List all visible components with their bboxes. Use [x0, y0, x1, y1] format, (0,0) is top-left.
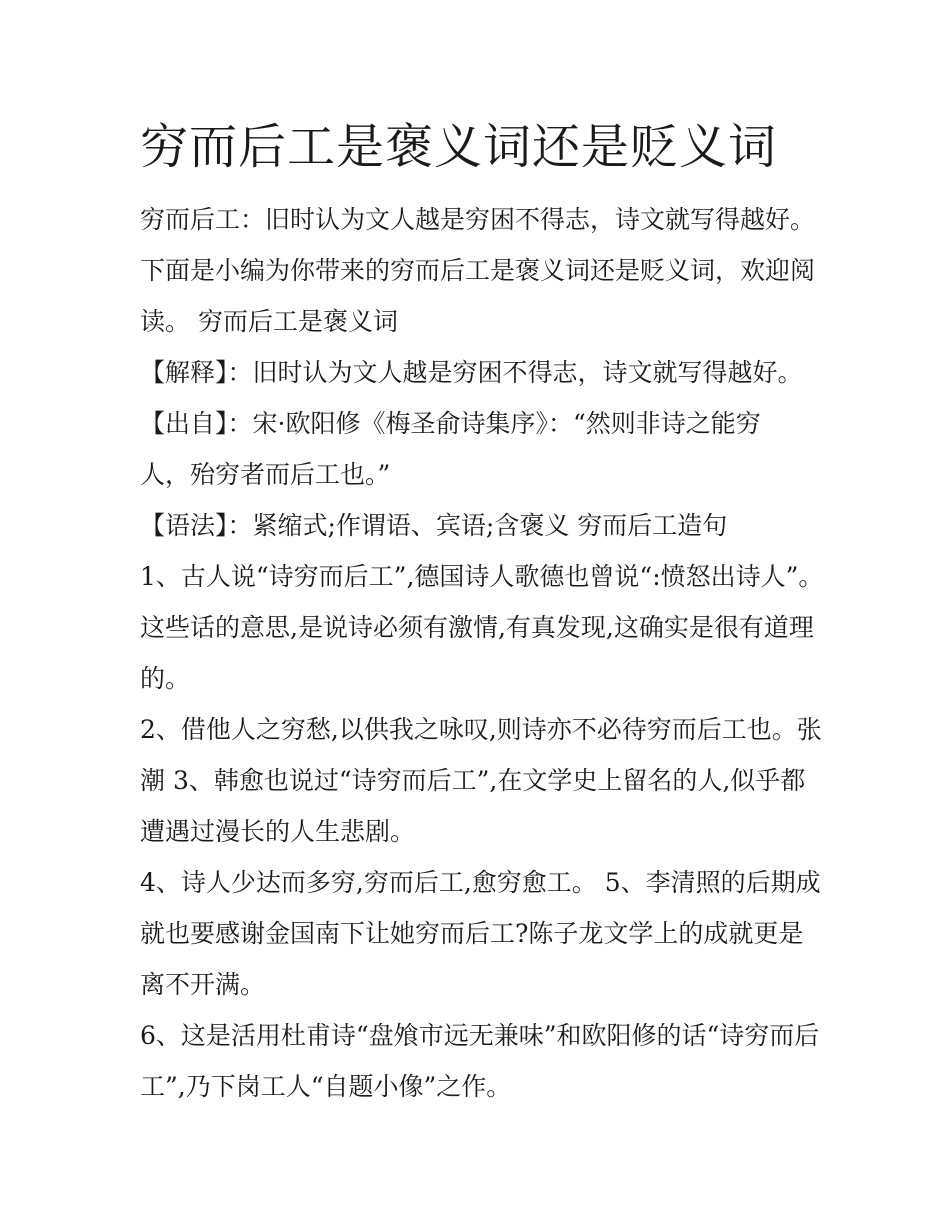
text-line: 下面是小编为你带来的穷而后工是褒义词还是贬义词，欢迎阅 [140, 256, 816, 285]
text-line: 6、这是活用杜甫诗“盘飧市远无兼味”和欧阳修的话“诗穷而后 [140, 1021, 820, 1050]
text-line: 这些话的意思,是说诗必须有激情,有真发现,这确实是很有道理 [140, 613, 814, 642]
text-line: 工”,乃下岗工人“自题小像”之作。 [140, 1072, 512, 1101]
text-line: 遭遇过漫长的人生悲剧。 [140, 817, 416, 846]
text-line: 1、古人说“诗穷而后工”,德国诗人歌德也曾说“:愤怒出诗人”。 [140, 562, 824, 591]
document-title: 穷而后工是褒义词还是贬义词 [140, 119, 778, 175]
text-line: 【出自】：宋·欧阳修《梅圣俞诗集序》：“然则非诗之能穷 [140, 409, 761, 438]
text-line: 【解释】：旧时认为文人越是穷困不得志，诗文就写得越好。 [140, 358, 803, 387]
text-line: 离不开满。 [140, 970, 266, 999]
text-line: 穷而后工：旧时认为文人越是穷困不得志，诗文就写得越好。 [140, 205, 816, 234]
text-line: 潮 3、韩愈也说过“诗穷而后工”,在文学史上留名的人,似乎都 [140, 766, 806, 795]
text-line: 2、借他人之穷愁,以供我之咏叹,则诗亦不必待穷而后工也。张 [140, 715, 822, 744]
document-page [140, 112, 824, 1112]
text-line: 【语法】：紧缩式;作谓语、宾语;含褒义 穷而后工造句 [140, 511, 728, 540]
text-line: 4、诗人少达而多穷,穷而后工,愈穷愈工。 5、李清照的后期成 [140, 868, 821, 897]
text-line: 人，殆穷者而后工也。” [140, 460, 391, 489]
text-line: 的。 [140, 664, 191, 693]
text-line: 就也要感谢金国南下让她穷而后工?陈子龙文学上的成就更是 [140, 919, 804, 948]
text-line: 读。 穷而后工是褒义词 [140, 307, 398, 336]
